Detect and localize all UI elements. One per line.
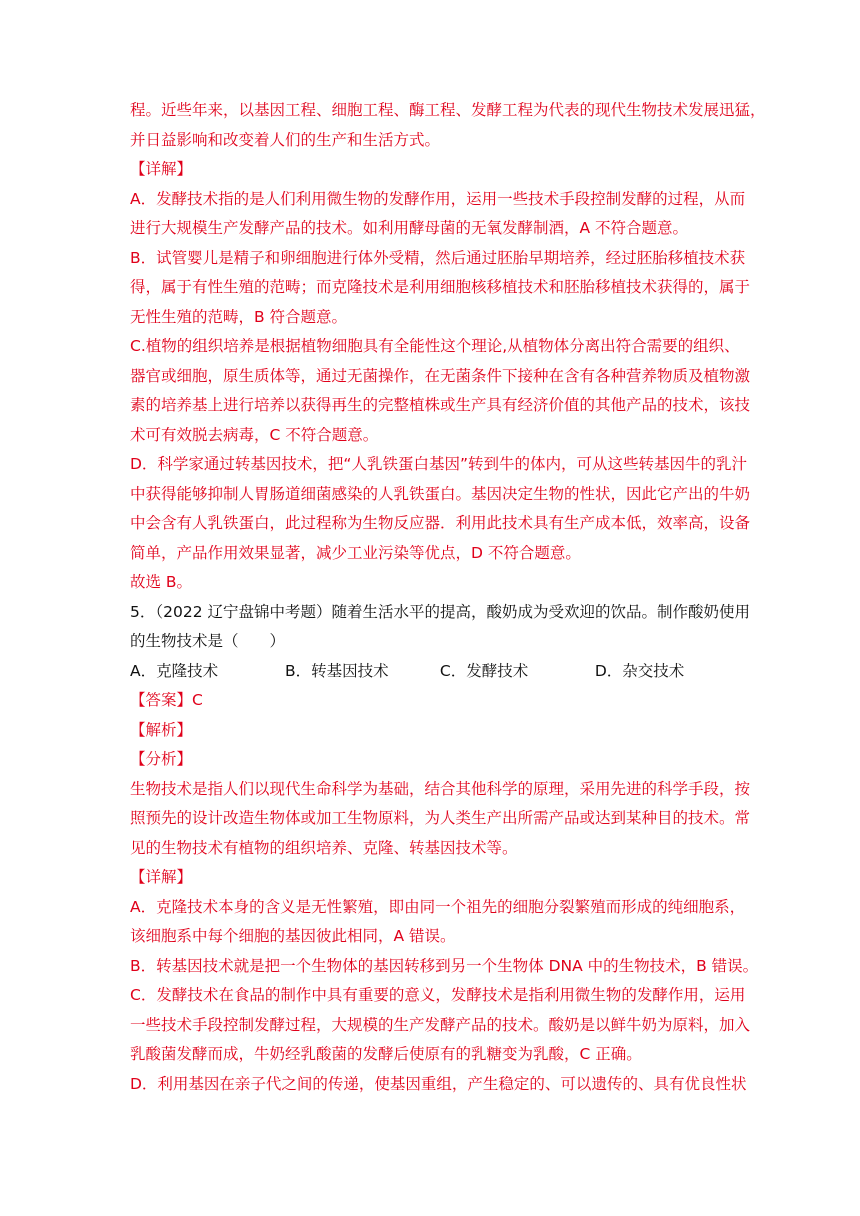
section-heading-detail: 【详解】	[130, 160, 193, 178]
text-line: 素的培养基上进行培养以获得再生的完整植株或生产具有经济价值的其他产品的技术，该技	[130, 396, 751, 414]
text-line: 生物技术是指人们以现代生命科学为基础，结合其他科学的原理，采用先进的科学手段，按	[130, 779, 751, 798]
text-line: 一些技术手段控制发酵过程，大规模的生产发酵产品的技术。酸奶是以鲜牛奶为原料，加入	[130, 1015, 751, 1034]
text-line: B．转基因技术就是把一个生物体的基因转移到另一个生物体 DNA 中的生物技术，B 错误。	[130, 956, 759, 975]
text-line: 该细胞系中每个细胞的基因彼此相同，A 错误。	[130, 927, 456, 945]
section-heading-analysis2: 【分析】	[130, 750, 193, 768]
text-line: 术可有效脱去病毒，C 不符合题意。	[130, 425, 379, 444]
section-heading-detail: 【详解】	[130, 868, 193, 886]
question-stem: 5．（2022 辽宁盘锦中考题）随着生活水平的提高，酸奶成为受欢迎的饮品。制作酸奶使用	[130, 602, 750, 621]
option-a: A．克隆技术	[130, 661, 219, 680]
text-line: 见的生物技术有植物的组织培养、克隆、转基因技术等。	[130, 838, 518, 857]
text-line: D．利用基因在亲子代之间的传递，使基因重组，产生稳定的、可以遗传的、具有优良性状	[130, 1074, 747, 1093]
document-page	[130, 96, 766, 1099]
answer-line: 【答案】C	[130, 691, 203, 709]
text-line: 得，属于有性生殖的范畴；而克隆技术是利用细胞核移植技术和胚胎移植技术获得的，属于	[130, 278, 751, 296]
text-line: 中会含有人乳铁蛋白，此过程称为生物反应器．利用此技术具有生产成本低，效率高，设备	[130, 514, 751, 532]
text-line: C.植物的组织培养是根据植物细胞具有全能性这个理论,从植物体分离出符合需要的组织、	[130, 337, 740, 355]
text-line: 并日益影响和改变着人们的生产和生活方式。	[130, 130, 441, 149]
section-heading-analysis: 【解析】	[130, 720, 193, 739]
option-b: B．转基因技术	[284, 661, 389, 680]
text-line: 乳酸菌发酵而成，牛奶经乳酸菌的发酵后使原有的乳糖变为乳酸，C 正确。	[130, 1045, 642, 1063]
option-c: C．发酵技术	[439, 661, 529, 680]
option-d: D．杂交技术	[594, 661, 685, 680]
text-line: 简单，产品作用效果显著，减少工业污染等优点，D 不符合题意。	[130, 543, 581, 562]
text-line: B．试管婴儿是精子和卵细胞进行体外受精，然后通过胚胎早期培养，经过胚胎移植技术获	[130, 248, 746, 267]
text-line: A．发酵技术指的是人们利用微生物的发酵作用，运用一些技术手段控制发酵的过程，从而	[130, 189, 746, 208]
question-stem: 的生物技术是（ ）	[130, 632, 286, 650]
text-line: 无性生殖的范畴，B 符合题意。	[130, 307, 348, 326]
text-line: 故选 B。	[130, 573, 193, 591]
text-line: 进行大规模生产发酵产品的技术。如利用酵母菌的无氧发酵制酒，A 不符合题意。	[130, 219, 689, 237]
text-line: D．科学家通过转基因技术，把“人乳铁蛋白基因”转到牛的体内，可从这些转基因牛的乳汁	[130, 455, 747, 473]
text-line: A．克隆技术本身的含义是无性繁殖，即由同一个祖先的细胞分裂繁殖而形成的纯细胞系，	[130, 897, 746, 916]
text-line: 程。近些年来，以基因工程、细胞工程、酶工程、发酵工程为代表的现代生物技术发展迅猛，	[130, 101, 766, 119]
question-options	[130, 657, 730, 687]
text-line: 照预先的设计改造生物体或加工生物原料，为人类生产出所需产品或达到某种目的技术。常	[130, 809, 751, 827]
text-line: 中获得能够抑制人胃肠道细菌感染的人乳铁蛋白。基因决定生物的性状，因此它产出的牛奶	[130, 484, 751, 503]
text-line: C．发酵技术在食品的制作中具有重要的意义，发酵技术是指利用微生物的发酵作用，运用	[130, 986, 746, 1004]
text-line: 器官或细胞，原生质体等，通过无菌操作，在无菌条件下接种在含有各种营养物质及植物激	[130, 366, 751, 385]
